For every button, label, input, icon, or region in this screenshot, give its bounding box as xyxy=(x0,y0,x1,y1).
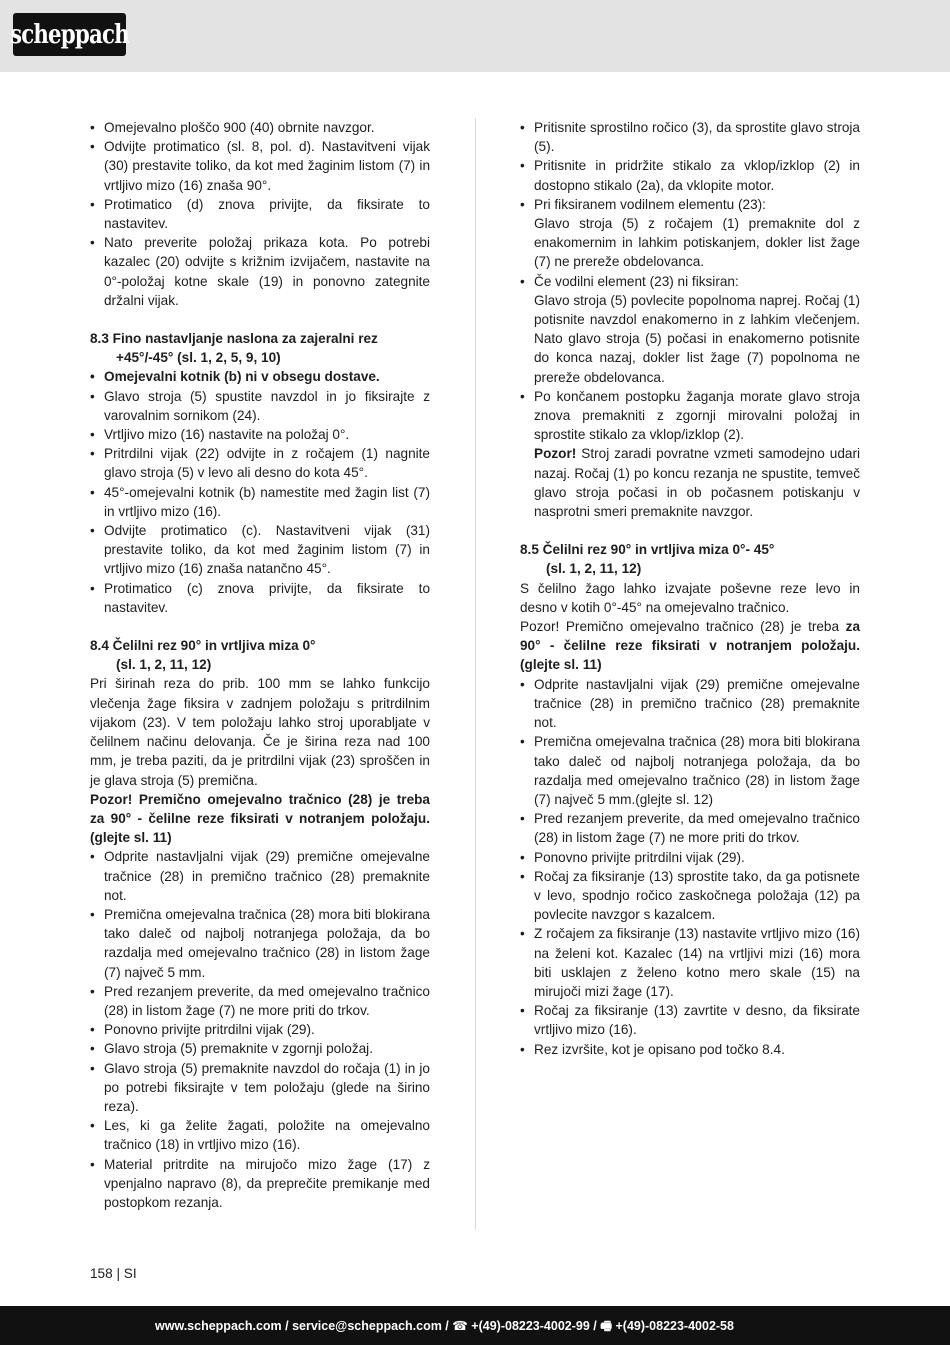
left-column xyxy=(90,118,430,1212)
scheppach-logo xyxy=(10,13,129,56)
section-heading: 8.5 Čelilni rez 90° in vrtljiva miza 0°- 45° xyxy=(520,542,775,558)
list-item: • Ponovno privijte pritrdilni vijak (29). xyxy=(90,1020,430,1039)
column-divider xyxy=(475,118,476,1230)
bullet-list xyxy=(90,367,430,617)
warning-paragraph xyxy=(520,617,860,675)
list-item: • Pritisnite in pridržite stikalo za vklop/izklop (2) in dostopno stikalo (2a), da vklopite motor. xyxy=(520,156,860,194)
list-item: • Odvijte protimatico (c). Nastavitveni vijak (31) prestavite toliko, da kot med žaginim listom (7) in vrtljivo mizo (16) znaša natančno 45°. xyxy=(90,521,430,579)
warning-paragraph: Pozor! Premično omejevalno tračnico (28) je treba za 90° - čelilne reze fiksirati v notranjem položaju. (glejte sl. 11) xyxy=(90,791,430,846)
list-item-free xyxy=(520,272,860,387)
footer-contact: www.scheppach.com / service@scheppach.com / ☎ +(49)-08223-4002-99 / 🖷 +(49)-08223-4002-58 xyxy=(155,1319,734,1333)
warning-text: Pozor! Premično omejevalno tračnico (28) je treba xyxy=(520,619,846,635)
list-item: • Ročaj za fiksiranje (13) zavrtite v desno, da fiksirate vrtljivo mizo (16). xyxy=(520,1001,860,1039)
page-number: 158 | SI xyxy=(90,1266,137,1281)
list-item: • Premična omejevalna tračnica (28) mora biti blokirana tako daleč od najbolj notranjega položaja, da bo razdalja med omejevalno tračnico (28) in listom žage (7) največ 5 mm.(glejte sl. 12) xyxy=(520,732,860,809)
list-item-fixed xyxy=(520,195,860,272)
page-header xyxy=(0,0,950,72)
list-item: • Pritisnite sprostilno ročico (3), da sprostite glavo stroja (5). xyxy=(520,118,860,156)
section-8-4 xyxy=(90,636,430,1212)
list-item-title: Pri fiksiranem vodilnem elementu (23): xyxy=(534,196,766,212)
bullet-list xyxy=(520,675,860,1059)
list-item-text: Glavo stroja (5) z ročajem (1) premaknite dol z enakomernim in lahkim potiskanjem, dokler list žage (7) ne prereže obdelovanca. xyxy=(534,216,860,270)
list-item: • Pred rezanjem preverite, da med omejevalno tračnico (28) in listom žage (7) ne more priti do trkov. xyxy=(90,982,430,1020)
list-item-text: Glavo stroja (5) povlecite popolnoma naprej. Ročaj (1) potisnite navzdol enakomerno in z lahkim vlečenjem. Nato glavo stroja (5) počasi in enakomerno potisnite do konca nazaj, dokler list žage (7) popolnoma ne prereže obdelovanca. xyxy=(534,292,860,385)
section-8-3 xyxy=(90,329,430,617)
list-item: • Pred rezanjem preverite, da med omejevalno tračnico (28) in listom žage (7) ne more priti do trkov. xyxy=(520,809,860,847)
list-item-text: Po končanem postopku žaganja morate glavo stroja znova premakniti z zgornji mirovalni položaj in sprostite stikalo za vklop/izklop (2). xyxy=(534,388,860,443)
list-item: • Material pritrdite na mirujočo mizo žage (17) z vpenjalno napravo (8), da preprečite premikanje med postopkom rezanja. xyxy=(90,1155,430,1213)
section-heading: 8.3 Fino nastavljanje naslona za zajeralni rez xyxy=(90,331,378,347)
section-heading: 8.4 Čelilni rez 90° in vrtljiva miza 0° xyxy=(90,638,316,654)
list-item: • Rez izvršite, kot je opisano pod točko 8.4. xyxy=(520,1040,860,1059)
list-item: • Odvijte protimatico (sl. 8, pol. d). Nastavitveni vijak (30) prestavite toliko, da kot med žaginim listom (7) in vrtljivo mizo (16) znaša 90°. xyxy=(90,137,430,195)
list-item: • Glavo stroja (5) premaknite v zgornji položaj. xyxy=(90,1039,430,1058)
bullet-list xyxy=(520,118,860,521)
list-item: • Protimatico (d) znova privijte, da fiksirate to nastavitev. xyxy=(90,195,430,233)
pozor-label: Pozor! xyxy=(534,446,577,462)
list-item: • Les, ki ga želite žagati, položite na omejevalno tračnico (18) in vrtljivo mizo (16). xyxy=(90,1116,430,1154)
list-item: • Protimatico (c) znova privijte, da fiksirate to nastavitev. xyxy=(90,579,430,617)
paragraph: S čelilno žago lahko izvajate poševne reze levo in desno v kotih 0°-45° na omejevalno tračnico. xyxy=(520,580,860,615)
list-item: • Z ročajem za fiksiranje (13) nastavite vrtljivo mizo (16) na želeni kot. Kazalec (14) na vrtljivi mizi (16) mora biti usklajen z želeno kotno mero skale (15) na mirujoči mizi žage (17). xyxy=(520,924,860,1001)
page-footer xyxy=(0,1306,950,1345)
warning-bold: za 90° - čelilne reze fiksirati v notranjem položaju. (glejte sl. 11) xyxy=(520,619,860,673)
logo-text: scheppach xyxy=(10,19,129,50)
list-item: • Glavo stroja (5) spustite navzdol in jo fiksirajte z varovalnim sornikom (24). xyxy=(90,387,430,425)
section-heading-sub: (sl. 1, 2, 11, 12) xyxy=(546,561,642,577)
section-heading-sub: (sl. 1, 2, 11, 12) xyxy=(116,657,212,673)
list-item: • Nato preverite položaj prikaza kota. Po potrebi kazalec (20) odvijte s križnim izvijačem, nastavite na 0°-položaj kotne skale (19) in ponovno zategnite držalni vijak. xyxy=(90,233,430,310)
section-8-5 xyxy=(520,540,860,1058)
list-item: • 45°-omejevalni kotnik (b) namestite med žagin list (7) in vrtljivo mizo (16). xyxy=(90,483,430,521)
pozor-text: Stroj zaradi povratne vzmeti samodejno udari nazaj. Ročaj (1) po koncu rezanja ne spustite, temveč glavo stroja počasi in ob počasnem potiskanju v nasprotni smeri premaknite navzgor. xyxy=(534,446,860,520)
list-item: • Glavo stroja (5) premaknite navzdol do ročaja (1) in jo po potrebi fiksirajte v tem položaju (glede na širino reza). xyxy=(90,1059,430,1117)
list-item-title: Če vodilni element (23) ni fiksiran: xyxy=(534,273,739,289)
list-item: • Odprite nastavljalni vijak (29) premične omejevalne tračnice (28) in premično tračnico (28) premaknite not. xyxy=(520,675,860,733)
list-item-note: • Omejevalni kotnik (b) ni v obsegu dostave. xyxy=(90,367,430,386)
list-item: • Omejevalno ploščo 900 (40) obrnite navzgor. xyxy=(90,118,430,137)
section-heading-sub: +45°/-45° (sl. 1, 2, 5, 9, 10) xyxy=(116,350,281,366)
list-item: • Premična omejevalna tračnica (28) mora biti blokirana tako daleč od najbolj notranjega položaja, da bo razdalja med omejevalno tračnico (28) in listom žage (7) največ 5 mm. xyxy=(90,905,430,982)
list-item-end xyxy=(520,387,860,521)
list-item: • Odprite nastavljalni vijak (29) premične omejevalne tračnice (28) in premično tračnico (28) premaknite not. xyxy=(90,847,430,905)
bullet-list xyxy=(90,847,430,1212)
list-item: • Ponovno privijte pritrdilni vijak (29). xyxy=(520,848,860,867)
right-column xyxy=(520,118,860,1059)
list-item: • Ročaj za fiksiranje (13) sprostite tako, da ga potisnete v levo, spodnjo ročico zaskočnega položaja (12) pa povlecite navzgor s kazalcem. xyxy=(520,867,860,925)
list-item: • Vrtljivo mizo (16) nastavite na položaj 0°. xyxy=(90,425,430,444)
list-item: • Pritrdilni vijak (22) odvijte in z ročajem (1) nagnite glavo stroja (5) v levo ali desno do kota 45°. xyxy=(90,444,430,482)
bullet-list xyxy=(90,118,430,310)
paragraph: Pri širinah reza do prib. 100 mm se lahko funkcijo vlečenja žage fiksira v zadnjem položaju s pritrdilnim vijakom (23). V tem položaju lahko stroj uporabljate v čelilnem načinu delovanja. Če je širina reza nad 100 mm, je treba paziti, da je pritrdilni vijak (23) sproščen in je glava stroja (5) premična. xyxy=(90,676,430,788)
